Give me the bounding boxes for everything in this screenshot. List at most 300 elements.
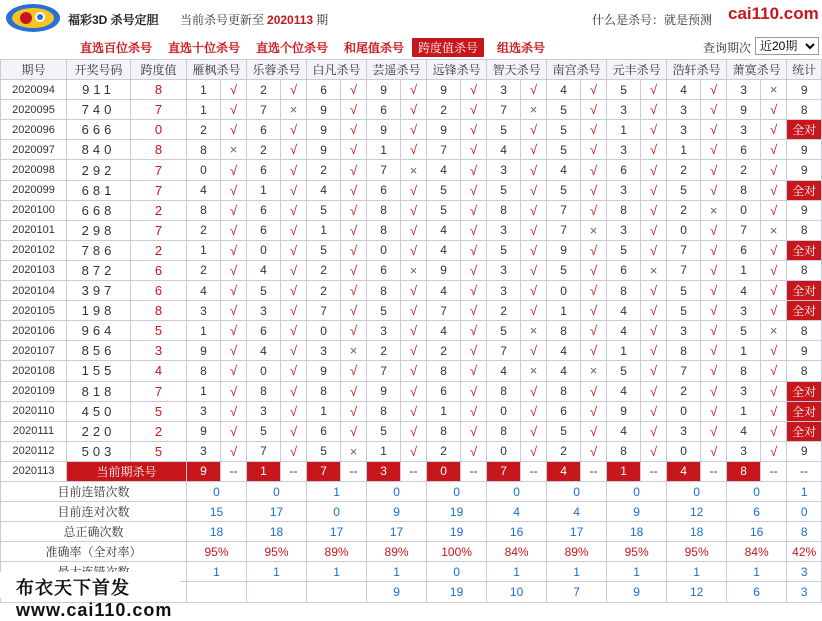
wrong-mark-icon: × <box>701 200 727 220</box>
correct-mark-icon: √ <box>341 321 367 341</box>
pending-mark: -- <box>761 461 787 481</box>
kill-number-cell: 2 <box>367 341 401 361</box>
update-period: 2020113 <box>267 13 314 27</box>
kill-number-cell: 6 <box>427 381 461 401</box>
period-cell: 2020109 <box>1 381 67 401</box>
correct-mark-icon: √ <box>281 401 307 421</box>
nav-hundreds-kill[interactable]: 直选百位杀号 <box>80 41 153 55</box>
summary-value: 0 <box>667 481 727 501</box>
summary-value: 1 <box>667 562 727 582</box>
period-cell: 2020104 <box>1 281 67 301</box>
correct-mark-icon: √ <box>221 240 247 260</box>
kill-number-cell: 1 <box>187 80 221 100</box>
summary-value: 18 <box>247 522 307 542</box>
kill-number-cell: 9 <box>307 361 341 381</box>
kill-number-cell: 5 <box>607 80 641 100</box>
col-expert: 浩轩杀号 <box>667 60 727 80</box>
current-kill-number: 4 <box>667 461 701 481</box>
correct-mark-icon: √ <box>641 80 667 100</box>
kill-number-cell: 8 <box>727 361 761 381</box>
correct-mark-icon: √ <box>701 421 727 441</box>
correct-mark-icon: √ <box>401 401 427 421</box>
kill-number-cell: 7 <box>427 140 461 160</box>
correct-mark-icon: √ <box>341 421 367 441</box>
kill-number-cell: 6 <box>247 120 281 140</box>
correct-mark-icon: √ <box>761 301 787 321</box>
kill-number-cell: 3 <box>307 341 341 361</box>
correct-mark-icon: √ <box>461 421 487 441</box>
kill-number-cell: 0 <box>487 401 521 421</box>
correct-mark-icon: √ <box>521 441 547 461</box>
correct-mark-icon: √ <box>281 160 307 180</box>
kill-number-cell: 3 <box>727 80 761 100</box>
summary-value: 0 <box>727 481 787 501</box>
kill-number-cell: 8 <box>367 281 401 301</box>
correct-mark-icon: √ <box>221 160 247 180</box>
all-correct-badge: 全对 <box>787 421 822 441</box>
draw-cell: 450 <box>67 401 131 421</box>
correct-mark-icon: √ <box>521 341 547 361</box>
kill-number-cell: 2 <box>187 260 221 280</box>
pending-mark: -- <box>461 461 487 481</box>
correct-mark-icon: √ <box>461 281 487 301</box>
current-kill-number: 1 <box>247 461 281 481</box>
correct-mark-icon: √ <box>521 301 547 321</box>
correct-mark-icon: √ <box>521 220 547 240</box>
correct-mark-icon: √ <box>581 180 607 200</box>
summary-value: 1 <box>607 562 667 582</box>
kill-number-cell: 1 <box>367 441 401 461</box>
correct-mark-icon: √ <box>341 381 367 401</box>
kill-number-cell: 5 <box>547 140 581 160</box>
kill-number-cell: 5 <box>367 301 401 321</box>
correct-mark-icon: √ <box>581 260 607 280</box>
kill-number-cell: 2 <box>427 100 461 120</box>
summary-value: 89% <box>367 542 427 562</box>
draw-cell: 298 <box>67 220 131 240</box>
correct-mark-icon: √ <box>761 200 787 220</box>
wrong-mark-icon: × <box>761 80 787 100</box>
current-kill-number: 4 <box>547 461 581 481</box>
correct-mark-icon: √ <box>461 140 487 160</box>
table-row <box>1 240 822 260</box>
kill-number-cell: 2 <box>187 120 221 140</box>
kill-number-cell: 4 <box>247 260 281 280</box>
current-period-row <box>1 461 822 481</box>
span-cell: 2 <box>131 421 187 441</box>
table-body <box>1 80 822 602</box>
kill-number-cell: 0 <box>667 220 701 240</box>
correct-mark-icon: √ <box>641 160 667 180</box>
kill-number-cell: 7 <box>247 441 281 461</box>
correct-mark-icon: √ <box>641 361 667 381</box>
nav-group-kill[interactable]: 组选杀号 <box>497 41 546 55</box>
correct-mark-icon: √ <box>581 160 607 180</box>
summary-value: 95% <box>667 542 727 562</box>
span-cell: 6 <box>131 260 187 280</box>
summary-value: 19 <box>427 582 487 602</box>
wrong-mark-icon: × <box>401 260 427 280</box>
correct-mark-icon: √ <box>701 100 727 120</box>
kill-number-cell: 4 <box>187 180 221 200</box>
summary-value: 100% <box>427 542 487 562</box>
table-row <box>1 421 822 441</box>
pending-stat: -- <box>787 461 822 481</box>
kill-number-cell: 2 <box>667 381 701 401</box>
summary-value: 10 <box>487 582 547 602</box>
wrong-mark-icon: × <box>341 441 367 461</box>
correct-mark-icon: √ <box>461 441 487 461</box>
span-cell: 7 <box>131 160 187 180</box>
correct-mark-icon: √ <box>521 381 547 401</box>
kill-number-cell: 3 <box>667 421 701 441</box>
summary-value: 89% <box>307 542 367 562</box>
span-cell: 2 <box>131 200 187 220</box>
correct-mark-icon: √ <box>701 180 727 200</box>
kill-number-cell: 4 <box>247 341 281 361</box>
correct-mark-icon: √ <box>761 341 787 361</box>
pending-mark: -- <box>221 461 247 481</box>
correct-mark-icon: √ <box>221 381 247 401</box>
table-row <box>1 80 822 100</box>
correct-mark-icon: √ <box>641 381 667 401</box>
correct-mark-icon: √ <box>221 281 247 301</box>
kill-number-cell: 3 <box>487 80 521 100</box>
correct-mark-icon: √ <box>761 361 787 381</box>
summary-value: 1 <box>247 562 307 582</box>
period-cell: 2020100 <box>1 200 67 220</box>
correct-mark-icon: √ <box>401 240 427 260</box>
kill-number-cell: 8 <box>487 381 521 401</box>
kill-number-cell: 4 <box>607 301 641 321</box>
kill-number-cell: 6 <box>727 140 761 160</box>
kill-number-cell: 7 <box>667 240 701 260</box>
correct-mark-icon: √ <box>401 120 427 140</box>
correct-mark-icon: √ <box>281 180 307 200</box>
kill-number-cell: 8 <box>427 361 461 381</box>
pending-mark: -- <box>341 461 367 481</box>
correct-mark-icon: √ <box>521 80 547 100</box>
kill-number-cell: 5 <box>547 260 581 280</box>
span-cell: 7 <box>131 381 187 401</box>
correct-mark-icon: √ <box>401 220 427 240</box>
correct-mark-icon: √ <box>701 160 727 180</box>
stat-cell: 9 <box>787 341 822 361</box>
correct-mark-icon: √ <box>761 381 787 401</box>
kill-number-cell: 1 <box>307 220 341 240</box>
kill-number-cell: 1 <box>727 401 761 421</box>
correct-mark-icon: √ <box>341 140 367 160</box>
kill-number-cell: 3 <box>667 120 701 140</box>
kill-number-cell: 5 <box>607 361 641 381</box>
summary-value: 9 <box>607 582 667 602</box>
summary-value: 1 <box>307 562 367 582</box>
wrong-mark-icon: × <box>761 220 787 240</box>
query-period-select[interactable] <box>755 37 819 55</box>
kill-number-cell: 3 <box>247 301 281 321</box>
kill-number-cell: 3 <box>607 100 641 120</box>
period-cell: 2020112 <box>1 441 67 461</box>
correct-mark-icon: √ <box>401 200 427 220</box>
summary-row <box>1 542 822 562</box>
kill-number-cell: 8 <box>247 381 281 401</box>
kill-number-cell: 5 <box>487 240 521 260</box>
correct-mark-icon: √ <box>341 80 367 100</box>
nav-units-kill[interactable]: 直选个位杀号 <box>256 41 329 55</box>
nav-span-kill[interactable]: 跨度值杀号 <box>412 38 484 57</box>
kill-number-cell: 5 <box>307 200 341 220</box>
correct-mark-icon: √ <box>401 381 427 401</box>
kill-number-cell: 0 <box>487 441 521 461</box>
span-cell: 5 <box>131 321 187 341</box>
kill-number-cell: 7 <box>367 361 401 381</box>
correct-mark-icon: √ <box>461 361 487 381</box>
correct-mark-icon: √ <box>461 200 487 220</box>
correct-mark-icon: √ <box>521 260 547 280</box>
period-cell: 2020107 <box>1 341 67 361</box>
kill-number-cell: 6 <box>367 180 401 200</box>
kill-number-cell: 8 <box>367 220 401 240</box>
kill-number-cell: 4 <box>547 361 581 381</box>
summary-row <box>1 502 822 522</box>
kill-number-cell: 3 <box>727 120 761 140</box>
kill-number-cell: 1 <box>187 321 221 341</box>
summary-value: 0 <box>427 562 487 582</box>
kill-number-cell: 6 <box>307 421 341 441</box>
table-row <box>1 120 822 140</box>
draw-cell: 668 <box>67 200 131 220</box>
span-cell: 2 <box>131 240 187 260</box>
current-kill-number: 9 <box>187 461 221 481</box>
kill-number-cell: 0 <box>547 281 581 301</box>
kill-number-cell: 5 <box>547 120 581 140</box>
kill-number-cell: 2 <box>307 281 341 301</box>
correct-mark-icon: √ <box>221 120 247 140</box>
summary-value: 18 <box>187 522 247 542</box>
period-cell: 2020102 <box>1 240 67 260</box>
kill-number-cell: 7 <box>547 220 581 240</box>
kill-number-cell: 4 <box>727 421 761 441</box>
correct-mark-icon: √ <box>761 421 787 441</box>
span-cell: 7 <box>131 220 187 240</box>
summary-value: 6 <box>727 502 787 522</box>
draw-cell: 872 <box>67 260 131 280</box>
summary-value: 6 <box>727 582 787 602</box>
correct-mark-icon: √ <box>761 160 787 180</box>
kill-number-cell: 2 <box>187 220 221 240</box>
nav-tens-kill[interactable]: 直选十位杀号 <box>168 41 241 55</box>
kill-number-cell: 7 <box>667 260 701 280</box>
correct-mark-icon: √ <box>701 361 727 381</box>
table-row <box>1 140 822 160</box>
stat-cell: 8 <box>787 321 822 341</box>
kill-number-cell: 5 <box>667 281 701 301</box>
stat-cell: 8 <box>787 260 822 280</box>
correct-mark-icon: √ <box>221 100 247 120</box>
summary-value: 89% <box>547 542 607 562</box>
kill-number-cell: 3 <box>727 381 761 401</box>
kill-number-cell: 8 <box>607 281 641 301</box>
stat-cell: 9 <box>787 160 822 180</box>
kill-number-cell: 3 <box>607 180 641 200</box>
kill-number-cell: 2 <box>307 260 341 280</box>
correct-mark-icon: √ <box>701 240 727 260</box>
correct-mark-icon: √ <box>401 100 427 120</box>
span-cell: 7 <box>131 100 187 120</box>
col-expert: 智天杀号 <box>487 60 547 80</box>
current-kill-number: 1 <box>607 461 641 481</box>
correct-mark-icon: √ <box>281 341 307 361</box>
period-cell: 2020098 <box>1 160 67 180</box>
correct-mark-icon: √ <box>521 281 547 301</box>
correct-mark-icon: √ <box>701 120 727 140</box>
all-correct-badge: 全对 <box>787 381 822 401</box>
summary-value: 4 <box>487 502 547 522</box>
kill-number-cell: 4 <box>607 321 641 341</box>
correct-mark-icon: √ <box>701 281 727 301</box>
kill-number-cell: 6 <box>307 80 341 100</box>
kill-number-cell: 9 <box>367 80 401 100</box>
correct-mark-icon: √ <box>581 240 607 260</box>
period-cell: 2020108 <box>1 361 67 381</box>
correct-mark-icon: √ <box>641 341 667 361</box>
wrong-mark-icon: × <box>521 361 547 381</box>
kill-number-cell: 0 <box>307 321 341 341</box>
summary-value: 0 <box>247 481 307 501</box>
col-draw: 开奖号码 <box>67 60 131 80</box>
nav-sum-tail-kill[interactable]: 和尾值杀号 <box>344 41 405 55</box>
summary-value <box>187 582 247 602</box>
correct-mark-icon: √ <box>461 321 487 341</box>
correct-mark-icon: √ <box>641 240 667 260</box>
period-cell: 2020101 <box>1 220 67 240</box>
correct-mark-icon: √ <box>281 381 307 401</box>
correct-mark-icon: √ <box>281 281 307 301</box>
kill-number-cell: 3 <box>187 401 221 421</box>
site-logo-text[interactable]: cai110.com <box>728 4 819 23</box>
kill-number-cell: 3 <box>487 260 521 280</box>
kill-number-cell: 1 <box>187 100 221 120</box>
correct-mark-icon: √ <box>761 120 787 140</box>
table-row <box>1 100 822 120</box>
correct-mark-icon: √ <box>761 180 787 200</box>
summary-value: 9 <box>367 502 427 522</box>
col-stat: 统计 <box>787 60 822 80</box>
kill-number-cell: 7 <box>247 100 281 120</box>
draw-cell: 666 <box>67 120 131 140</box>
summary-value: 18 <box>667 522 727 542</box>
kill-number-cell: 8 <box>607 200 641 220</box>
kill-number-cell: 3 <box>487 160 521 180</box>
correct-mark-icon: √ <box>221 301 247 321</box>
kill-number-cell: 6 <box>367 100 401 120</box>
correct-mark-icon: √ <box>701 341 727 361</box>
summary-value: 0 <box>427 481 487 501</box>
kill-number-cell: 2 <box>547 441 581 461</box>
col-expert: 白凡杀号 <box>307 60 367 80</box>
draw-cell: 681 <box>67 180 131 200</box>
correct-mark-icon: √ <box>701 301 727 321</box>
span-cell: 5 <box>131 401 187 421</box>
draw-cell: 840 <box>67 140 131 160</box>
span-cell: 6 <box>131 281 187 301</box>
summary-value: 1 <box>307 481 367 501</box>
correct-mark-icon: √ <box>761 100 787 120</box>
kill-number-cell: 5 <box>247 421 281 441</box>
kill-number-cell: 7 <box>547 200 581 220</box>
kill-number-cell: 7 <box>367 160 401 180</box>
summary-value <box>247 582 307 602</box>
draw-cell: 964 <box>67 321 131 341</box>
summary-stat: 8 <box>787 522 822 542</box>
correct-mark-icon: √ <box>581 281 607 301</box>
all-correct-badge: 全对 <box>787 401 822 421</box>
kill-number-cell: 9 <box>307 100 341 120</box>
correct-mark-icon: √ <box>581 321 607 341</box>
col-expert: 南宫杀号 <box>547 60 607 80</box>
kill-number-cell: 2 <box>247 140 281 160</box>
summary-stat: 3 <box>787 582 822 602</box>
correct-mark-icon: √ <box>221 200 247 220</box>
span-cell: 5 <box>131 441 187 461</box>
kill-number-cell: 3 <box>667 321 701 341</box>
kill-number-cell: 1 <box>247 180 281 200</box>
correct-mark-icon: √ <box>461 220 487 240</box>
kill-number-cell: 9 <box>427 80 461 100</box>
span-cell: 7 <box>131 180 187 200</box>
correct-mark-icon: √ <box>221 80 247 100</box>
table-row <box>1 200 822 220</box>
table-row <box>1 321 822 341</box>
correct-mark-icon: √ <box>521 401 547 421</box>
summary-stat: 1 <box>787 481 822 501</box>
kill-number-cell: 3 <box>727 301 761 321</box>
kill-number-cell: 6 <box>247 220 281 240</box>
correct-mark-icon: √ <box>761 441 787 461</box>
correct-mark-icon: √ <box>341 200 367 220</box>
kill-number-cell: 8 <box>667 341 701 361</box>
table-row <box>1 220 822 240</box>
kill-number-cell: 2 <box>487 301 521 321</box>
col-expert: 元丰杀号 <box>607 60 667 80</box>
kill-explanation-link[interactable]: 什么是杀号：就是预测 <box>592 13 713 27</box>
summary-value: 9 <box>367 582 427 602</box>
kill-number-cell: 1 <box>427 401 461 421</box>
correct-mark-icon: √ <box>281 441 307 461</box>
correct-mark-icon: √ <box>461 80 487 100</box>
kill-number-cell: 3 <box>487 281 521 301</box>
kill-number-cell: 1 <box>607 341 641 361</box>
kill-number-cell: 1 <box>667 140 701 160</box>
correct-mark-icon: √ <box>521 120 547 140</box>
correct-mark-icon: √ <box>761 260 787 280</box>
kill-number-cell: 9 <box>307 140 341 160</box>
summary-value: 1 <box>367 562 427 582</box>
kill-number-cell: 5 <box>667 180 701 200</box>
col-period: 期号 <box>1 60 67 80</box>
kill-number-cell: 4 <box>607 381 641 401</box>
kill-number-cell: 8 <box>427 421 461 441</box>
summary-value: 16 <box>487 522 547 542</box>
summary-value: 95% <box>607 542 667 562</box>
kill-number-cell: 2 <box>247 80 281 100</box>
summary-value: 0 <box>487 481 547 501</box>
correct-mark-icon: √ <box>641 140 667 160</box>
draw-cell: 292 <box>67 160 131 180</box>
kill-number-cell: 9 <box>367 381 401 401</box>
summary-stat: 42% <box>787 542 822 562</box>
wrong-mark-icon: × <box>581 220 607 240</box>
